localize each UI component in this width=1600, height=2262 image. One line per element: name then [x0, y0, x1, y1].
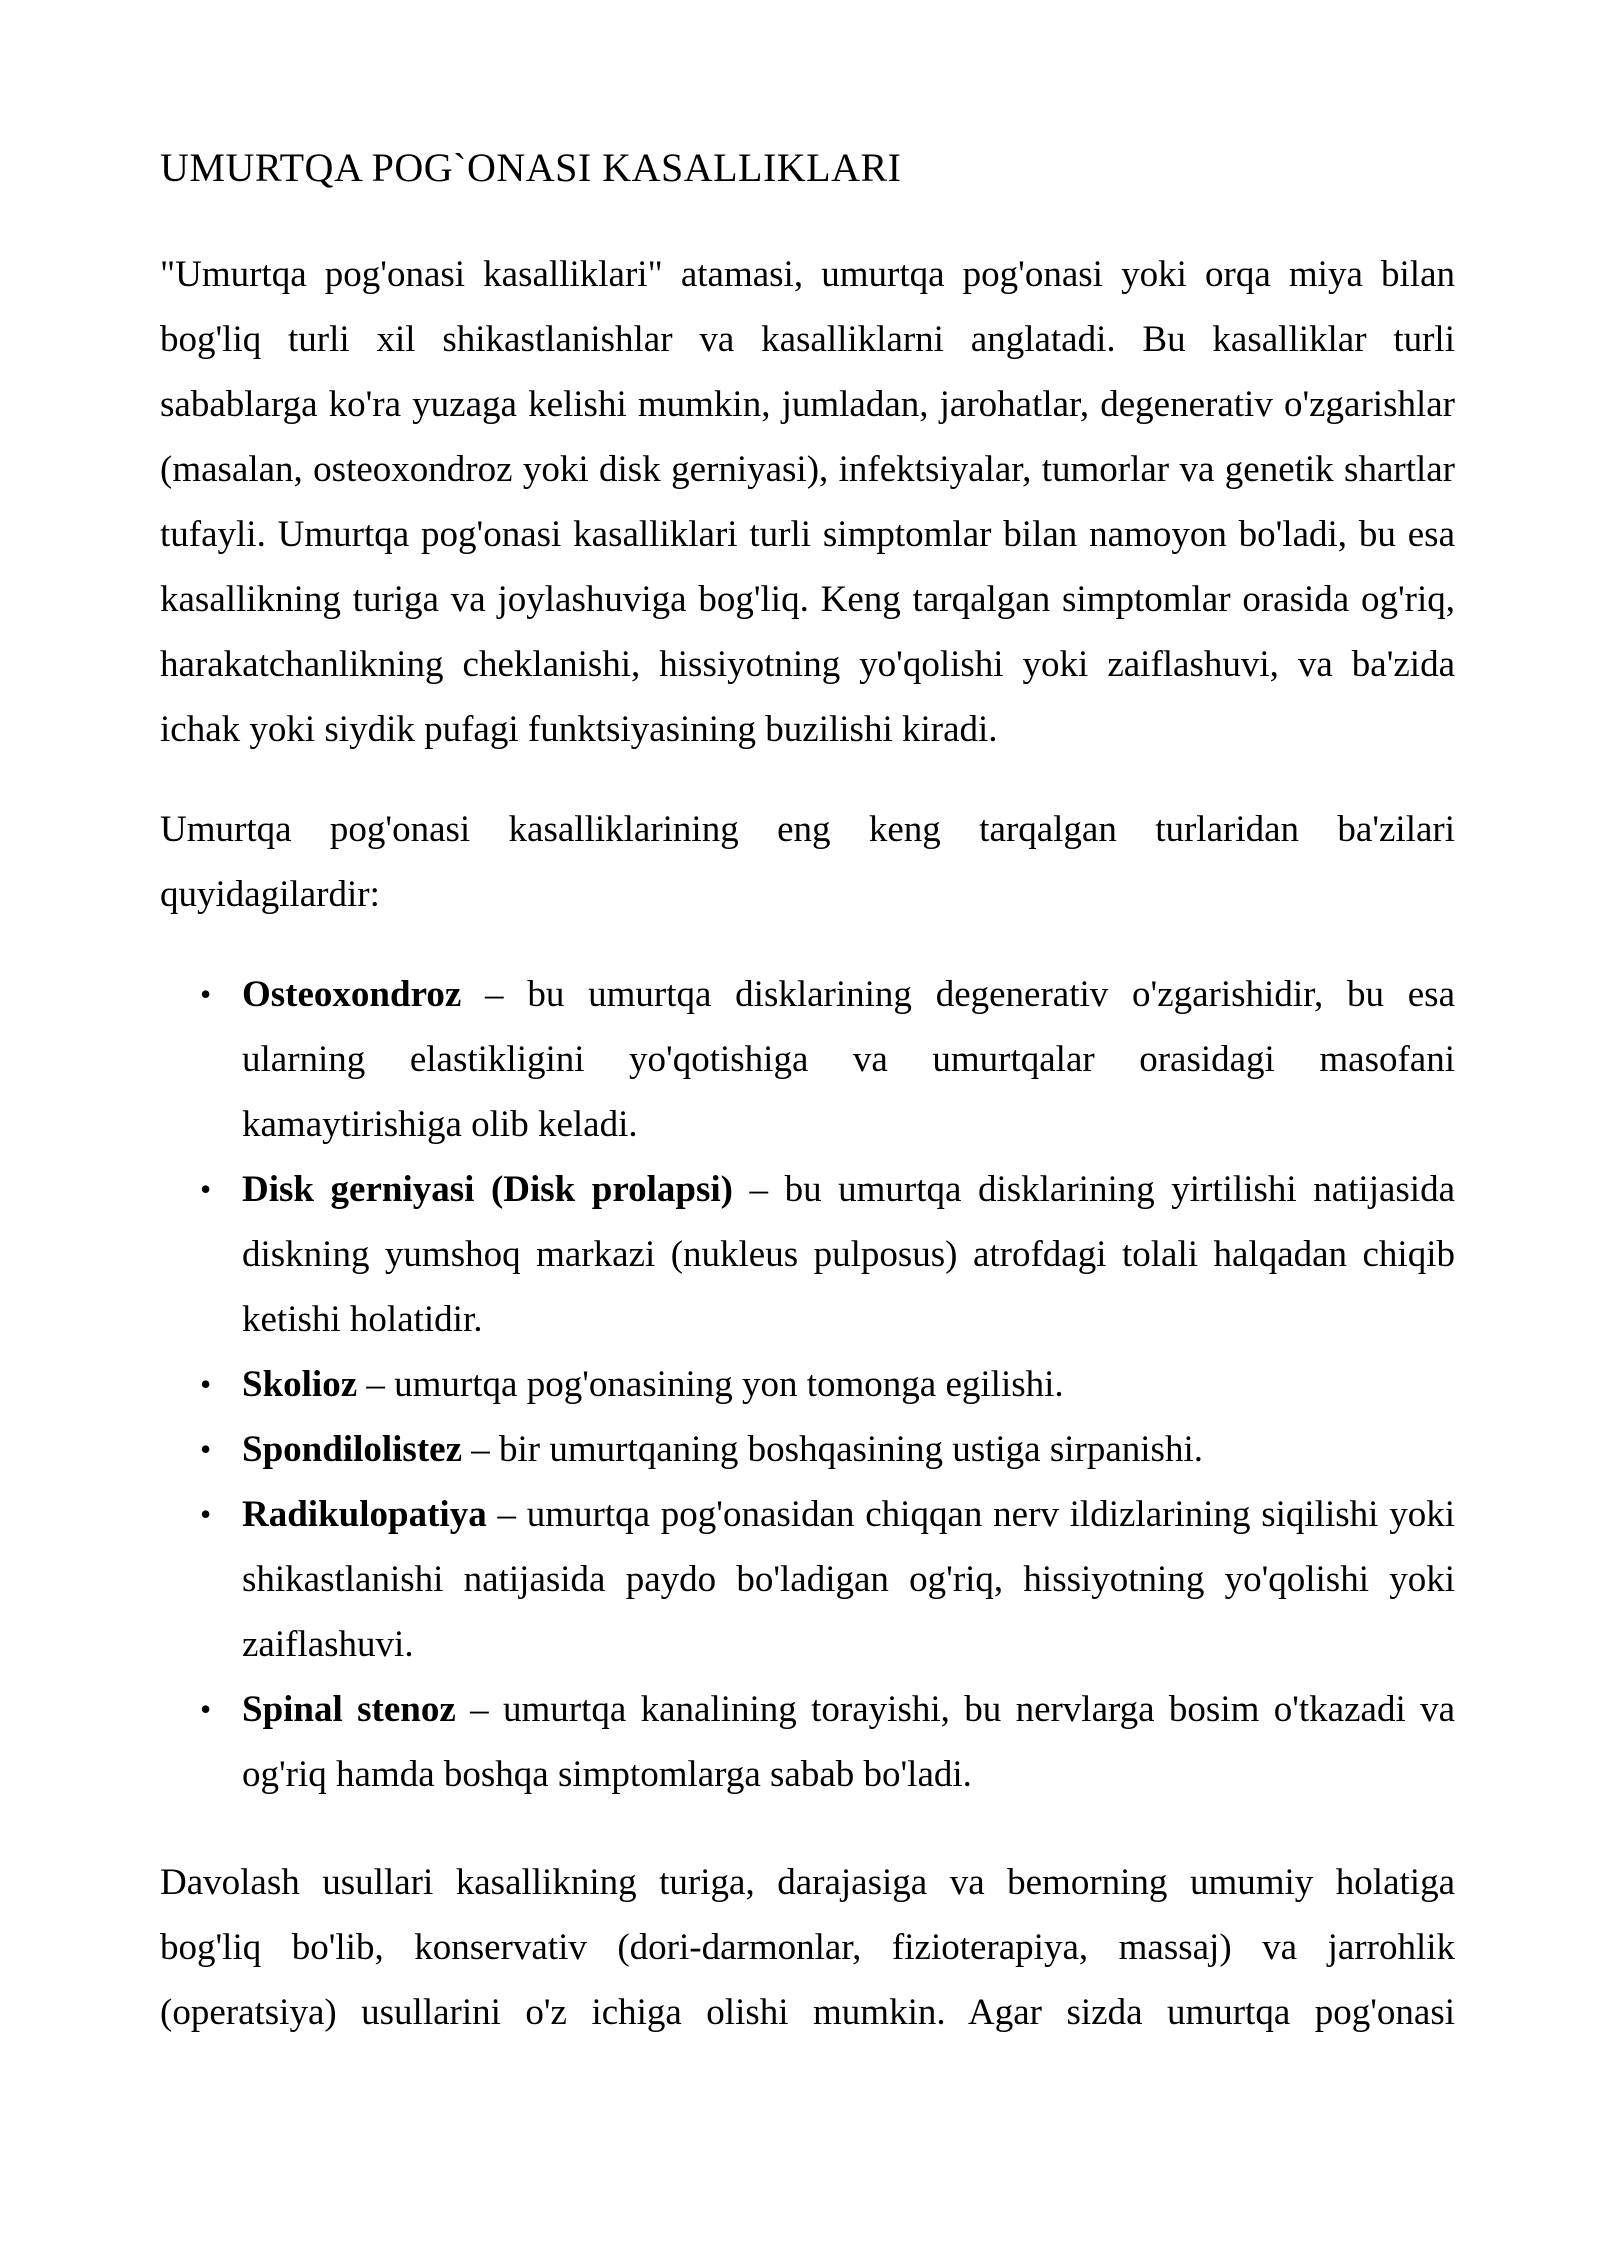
disease-term: Spinal stenoz	[242, 1689, 456, 1730]
disease-term: Spondilolistez	[242, 1429, 462, 1470]
list-item	[160, 1482, 1455, 1677]
intro-paragraph: "Umurtqa pog'onasi kasalliklari" atamasi, umurtqa pog'onasi yoki orqa miya bilan bog'liq turli xil shikastlanishlar va kasalliklarni anglatadi. Bu kasalliklar turli sabablarga ko'ra yuzaga kelishi mumkin, jumladan, jarohatlar, degenerativ o'zgarishlar (masalan, osteoxondroz yoki disk gerniyasi), infektsiyalar, tumorlar va genetik shartlar tufayli. Umurtqa pog'onasi kasalliklari turli simptomlar bilan namoyon bo'ladi, bu esa kasallikning turiga va joylashuviga bog'liq. Keng tarqalgan simptomlar orasida og'riq, harakatchanlikning cheklanishi, hissiyotning yo'qolishi yoki zaiflashuvi, va ba'zida ichak yoki siydik pufagi funktsiyasining buzilishi kiradi.	[160, 254, 1455, 750]
list-item	[160, 1677, 1455, 1807]
disease-description: – bu umurtqa disklarining yirtilishi natijasida diskning yumshoq markazi (nukleus pulposus) atrofdagi tolali halqadan chiqib ketishi holatidir.	[242, 1169, 1455, 1340]
list-item	[160, 1352, 1455, 1417]
disease-description: – umurtqa pog'onasining yon tomonga egilishi.	[366, 1364, 1064, 1405]
bullet-icon: •	[200, 1691, 212, 1727]
bullet-icon: •	[200, 1366, 212, 1402]
disease-term: Osteoxondroz	[242, 974, 462, 1015]
document-title: UMURTQA POG`ONASI KASALLIKLARI	[160, 145, 902, 190]
list-intro-paragraph: Umurtqa pog'onasi kasalliklarining eng keng tarqalgan turlaridan ba'zilari quyidagilardir:	[160, 809, 1455, 915]
disease-list	[160, 962, 1455, 1807]
list-item	[160, 962, 1455, 1157]
disease-term: Radikulopatiya	[242, 1494, 487, 1535]
list-item	[160, 1417, 1455, 1482]
bullet-icon: •	[200, 1171, 212, 1207]
bullet-icon: •	[200, 1496, 212, 1532]
bullet-icon: •	[200, 1431, 212, 1467]
closing-paragraph: Davolash usullari kasallikning turiga, darajasiga va bemorning umumiy holatiga bog'liq bo'lib, konservativ (dori-darmonlar, fizioterapiya, massaj) va jarrohlik (operatsiya) usullarini o'z ichiga olishi mumkin. Agar sizda umurtqa pog'onasi	[160, 1862, 1455, 2033]
disease-term: Skolioz	[242, 1364, 358, 1405]
disease-description: – bu umurtqa disklarining degenerativ o'zgarishidir, bu esa ularning elastikligini yo'qotishiga va umurtqalar orasidagi masofani kamaytirishiga olib keladi.	[242, 974, 1456, 1145]
list-item	[160, 1157, 1455, 1352]
disease-description: – umurtqa pog'onasidan chiqqan nerv ildizlarining siqilishi yoki shikastlanishi natijasida paydo bo'ladigan og'riq, hissiyotning yo'qolishi yoki zaiflashuvi.	[242, 1494, 1455, 1665]
disease-term: Disk gerniyasi (Disk prolapsi)	[242, 1169, 733, 1210]
disease-description: – bir umurtqaning boshqasining ustiga sirpanishi.	[471, 1429, 1203, 1470]
disease-description: – umurtqa kanalining torayishi, bu nervlarga bosim o'tkazadi va og'riq hamda boshqa simptomlarga sabab bo'ladi.	[242, 1689, 1455, 1795]
bullet-icon: •	[200, 976, 212, 1012]
